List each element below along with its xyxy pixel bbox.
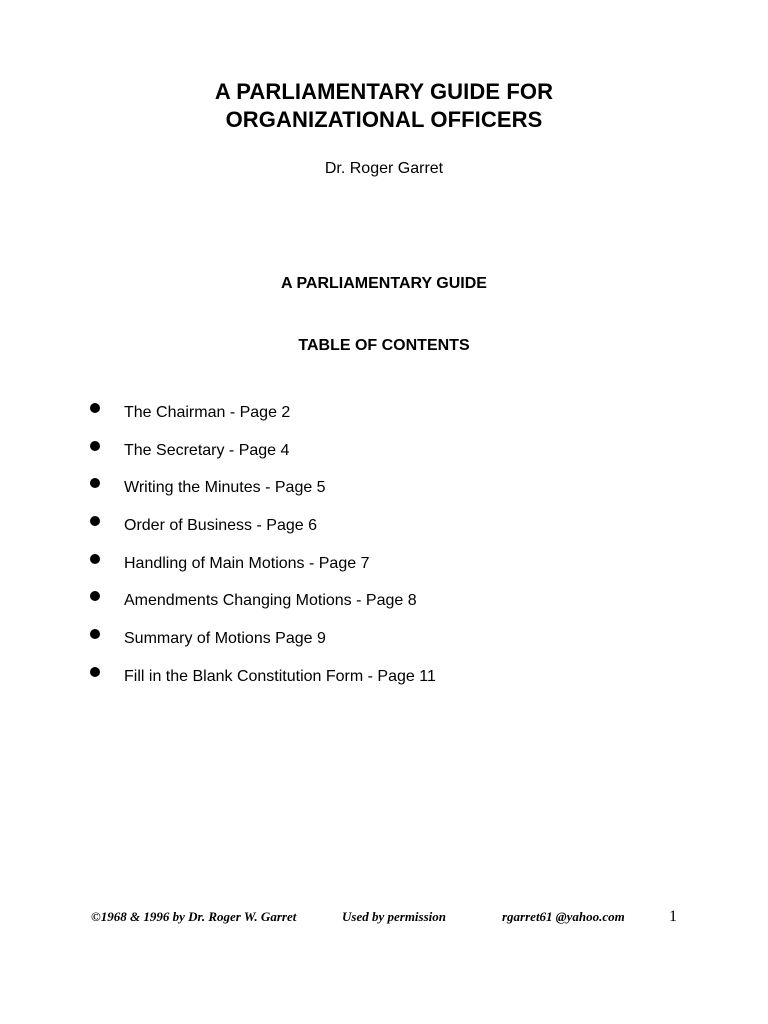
- footer-copyright: ©1968 & 1996 by Dr. Roger W. Garret: [91, 909, 297, 924]
- document-title: [0, 78, 768, 134]
- title-line-2: ORGANIZATIONAL OFFICERS: [225, 107, 543, 132]
- bullet-icon: [90, 403, 100, 413]
- toc-item-label: Order of Business - Page 6: [124, 517, 317, 535]
- toc-item-label: Summary of Motions Page 9: [124, 630, 326, 648]
- bullet-icon: [90, 554, 100, 564]
- bullet-icon: [90, 667, 100, 677]
- bullet-icon: [90, 629, 100, 639]
- toc-item-label: The Chairman - Page 2: [124, 404, 291, 421]
- title-line-1: A PARLIAMENTARY GUIDE FOR: [214, 79, 554, 104]
- page-number: 1: [669, 908, 677, 925]
- page-footer: [0, 906, 768, 930]
- author-name: Dr. Roger Garret: [324, 160, 444, 177]
- toc-heading: TABLE OF CONTENTS: [298, 337, 470, 354]
- toc-item-label: The Secretary - Page 4: [124, 441, 290, 459]
- footer-permission: Used by permission: [342, 909, 446, 924]
- toc-item-label: Amendments Changing Motions - Page 8: [124, 592, 417, 610]
- toc-item-label: Handling of Main Motions - Page 7: [124, 554, 370, 572]
- toc-item-label: Fill in the Blank Constitution Form - Page 11: [124, 667, 436, 685]
- bullet-icon: [90, 516, 100, 526]
- bullet-icon: [90, 441, 100, 451]
- bullet-icon: [90, 591, 100, 601]
- toc-item-label: Writing the Minutes - Page 5: [124, 479, 326, 497]
- section-title: A PARLIAMENTARY GUIDE: [281, 275, 487, 292]
- footer-email: rgarret61 @yahoo.com: [502, 909, 625, 924]
- bullet-icon: [90, 478, 100, 488]
